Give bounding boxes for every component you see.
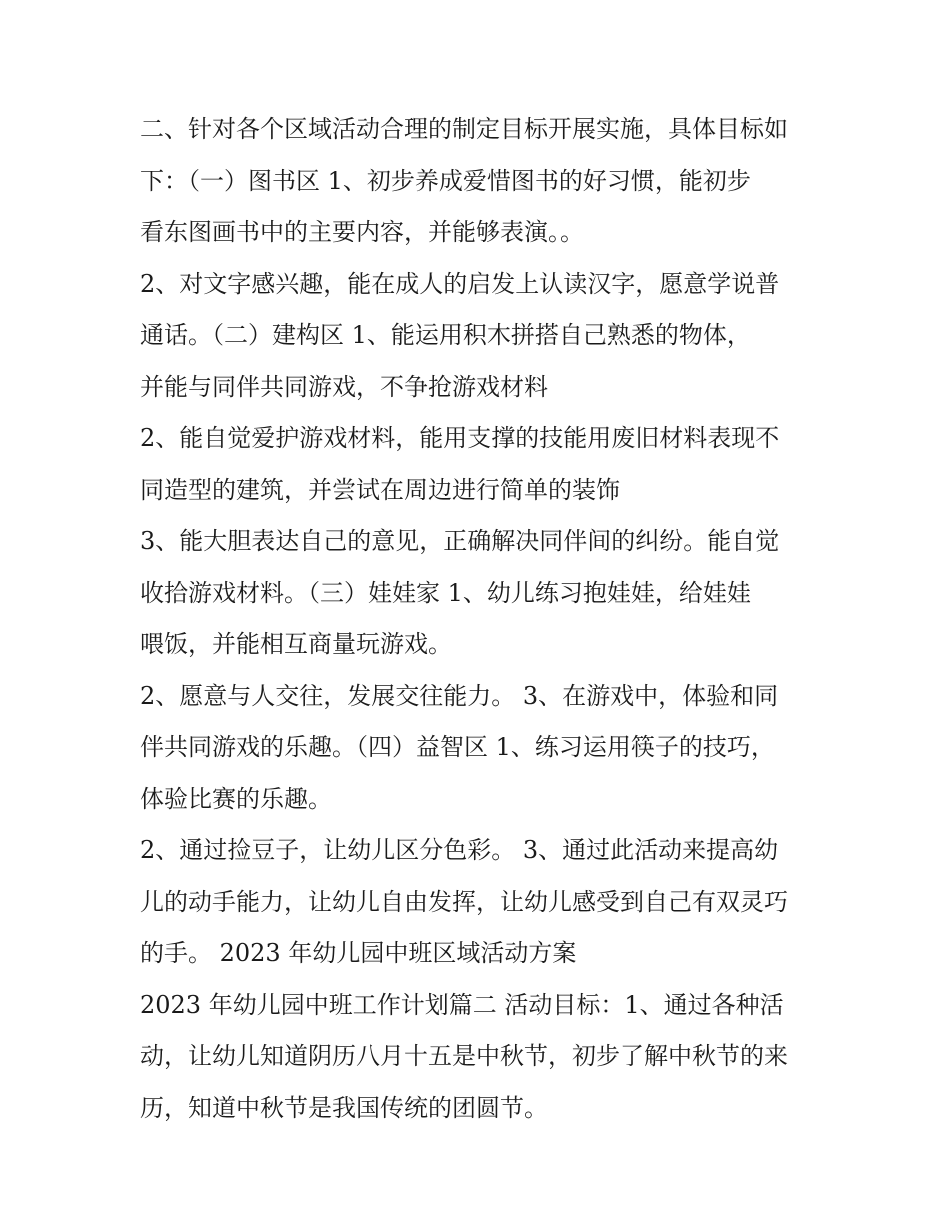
text-line: 2、通过捡豆子，让幼儿区分色彩。 3、通过此活动来提高幼 [140,836,779,864]
document-body [140,104,830,1134]
text-line: 下：（一）图书区 1、初步养成爱惜图书的好习惯，能初步 [140,166,751,195]
text-line: 伴共同游戏的乐趣。（四）益智区 1、练习运用筷子的技巧， [140,733,775,761]
text-line: 历，知道中秋节是我国传统的团圆节。 [140,1093,548,1122]
text-line: 儿的动手能力，让幼儿自由发挥，让幼儿感受到自己有双灵巧 [140,887,788,916]
text-line: 的手。 2023 年幼儿园中班区域活动方案 [140,939,577,967]
text-line: 3、能大胆表达自己的意见，正确解决同伴间的纠纷。能自觉 [140,527,780,555]
text-line: 动，让幼儿知道阴历八月十五是中秋节，初步了解中秋节的来 [140,1042,788,1070]
text-line: 二、针对各个区域活动合理的制定目标开展实施，具体目标如 [140,115,788,143]
text-line: 2023 年幼儿园中班工作计划篇二 活动目标：1、通过各种活 [140,990,784,1019]
text-line: 并能与同伴共同游戏，不争抢游戏材料 [140,372,548,401]
text-line: 收拾游戏材料。（三）娃娃家 1、幼儿练习抱娃娃，给娃娃 [140,578,751,607]
text-line: 通话。（二）建构区 1、能运用积木拼搭自己熟悉的物体， [140,321,751,349]
text-line: 2、能自觉爱护游戏材料，能用支撑的技能用废旧材料表现不 [140,424,780,452]
text-line: 体验比赛的乐趣。 [140,784,332,813]
text-line: 同造型的建筑，并尝试在周边进行简单的装饰 [140,475,620,504]
text-line: 看东图画书中的主要内容，并能够表演。。 [140,218,584,246]
text-line: 2、愿意与人交往，发展交往能力。 3、在游戏中，体验和同 [140,681,779,710]
text-line: 2、对文字感兴趣，能在成人的启发上认读汉字，愿意学说普 [140,269,780,298]
text-line: 喂饭，并能相互商量玩游戏。 [140,630,452,658]
